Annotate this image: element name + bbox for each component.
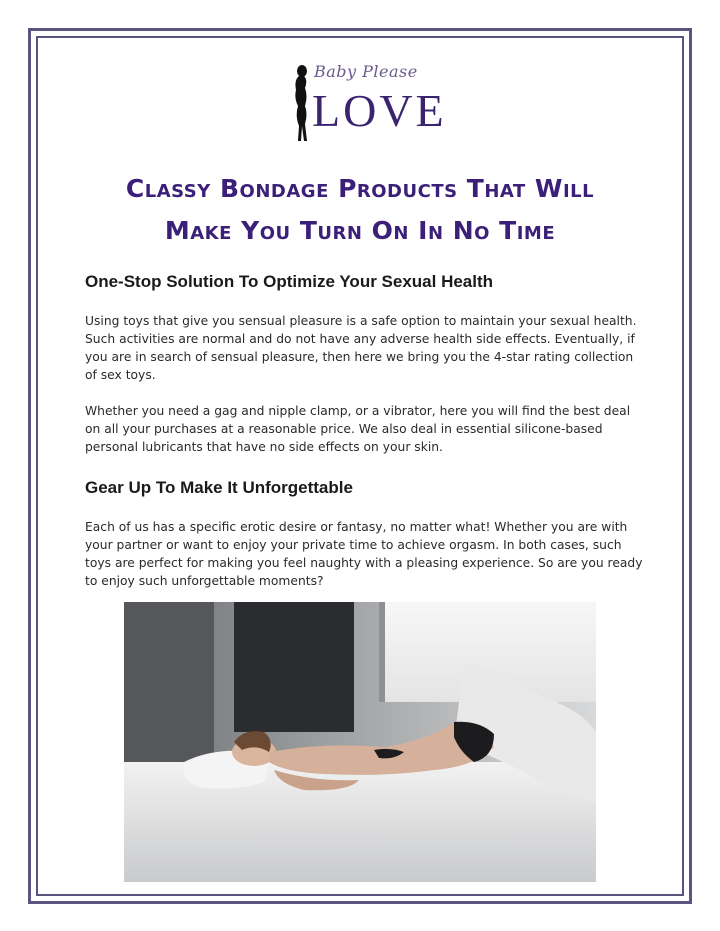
section-heading-1: One-Stop Solution To Optimize Your Sexual Health <box>85 272 494 291</box>
title-line-1: Classy Bondage Products That Will <box>125 174 595 203</box>
section-2-paragraph-1: Each of us has a specific erotic desire or fantasy, no matter what! Whether you are with your partner or want to enjoy your private time to achieve orgasm. In both cases, such toys are perfect for making you feel naughty with a pleasing experience. So are you ready to enjoy such unforgettable moments? <box>85 520 643 588</box>
logo-script-text: Baby Please <box>314 62 418 81</box>
brand-logo <box>290 60 447 144</box>
page-title <box>60 168 660 252</box>
section-heading-2: Gear Up To Make It Unforgettable <box>85 478 353 497</box>
section-1-paragraph-1: Using toys that give you sensual pleasure is a safe option to maintain your sexual health. Such activities are normal and do not have any adverse health side effects. Eventually, if you are in search of sensual pleasure, then here we bring you the 4-star rating collection of sex toys. <box>85 314 637 382</box>
title-line-2: Make You Turn On In No Time <box>164 216 556 245</box>
logo-wordmark: LOVE <box>312 85 447 136</box>
photo-illustration <box>124 602 596 882</box>
woman-silhouette-icon <box>290 64 312 142</box>
bedroom-photo <box>124 602 596 882</box>
section-1-paragraph-2: Whether you need a gag and nipple clamp, or a vibrator, here you will find the best deal on all your purchases at a reasonable price. We also deal in essential silicone-based personal lubricants that have no side effects on your skin. <box>85 404 631 454</box>
